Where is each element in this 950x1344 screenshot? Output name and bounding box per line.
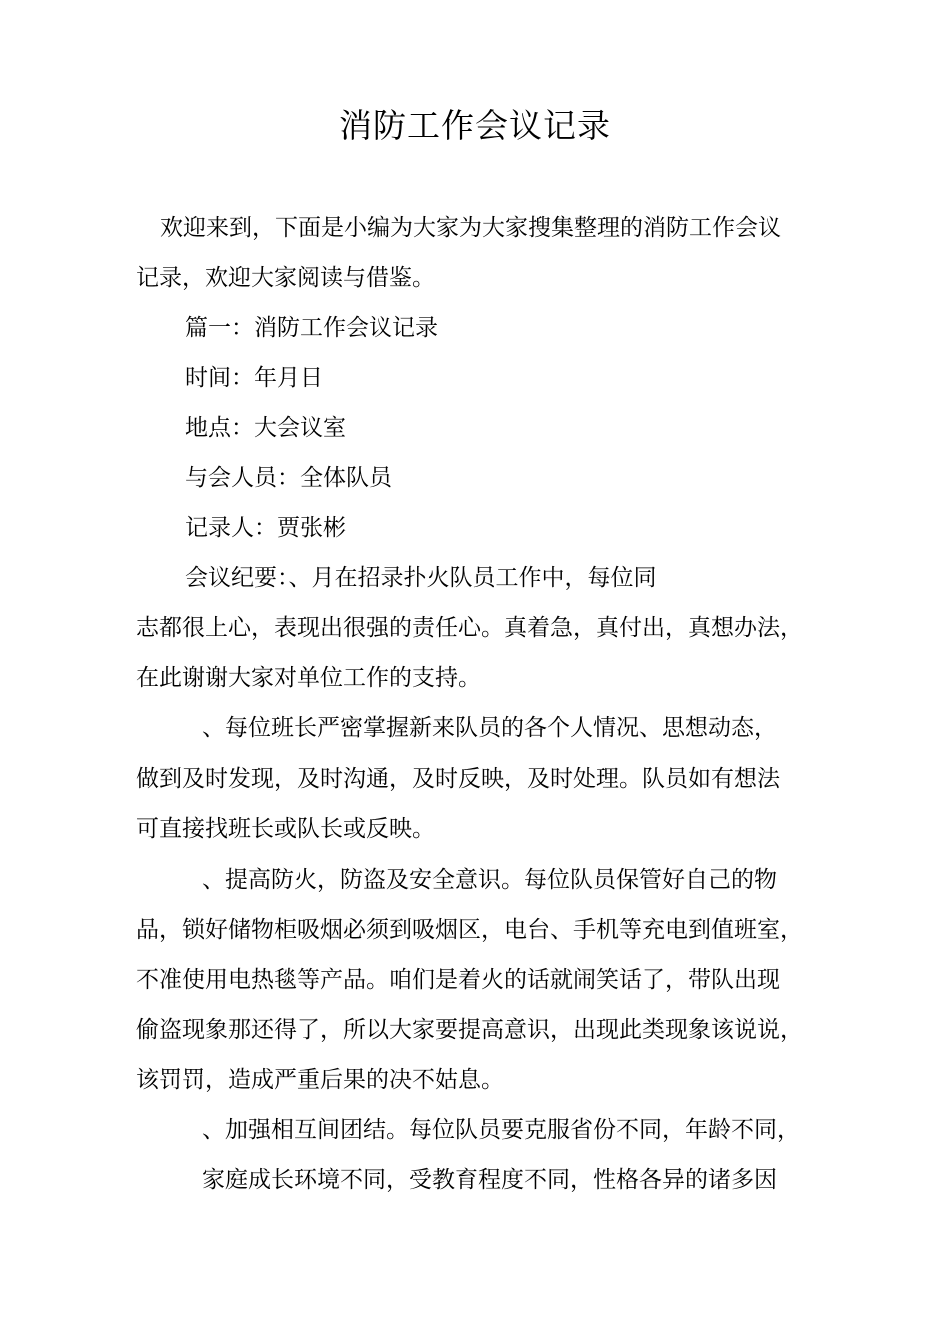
paragraph-line: 家庭成长环境不同，受教育程度不同，性格各异的诸多因: [202, 1167, 777, 1193]
page-title: 消防工作会议记录: [339, 106, 611, 145]
paragraph-line: 偷盗现象那还得了，所以大家要提高意识，出现此类现象该说说，: [136, 1017, 803, 1043]
paragraph-line: 品，锁好储物柜吸烟必须到吸烟区，电台、手机等充电到值班室，: [136, 917, 803, 943]
meeting-attendees: 与会人员：全体队员: [185, 465, 392, 491]
paragraph-line: 该罚罚，造成严重后果的决不姑息。: [136, 1067, 504, 1093]
paragraph-line: 在此谢谢大家对单位工作的支持。: [136, 665, 481, 691]
paragraph-line: 做到及时发现，及时沟通，及时反映，及时处理。队员如有想法: [136, 766, 780, 792]
meeting-recorder: 记录人：贾张彬: [185, 515, 346, 541]
paragraph-line: 不准使用电热毯等产品。咱们是着火的话就闹笑话了，带队出现: [136, 967, 780, 993]
meeting-location: 地点：大会议室: [185, 415, 346, 441]
section-heading: 篇一：消防工作会议记录: [185, 315, 438, 341]
paragraph-line: 、提高防火，防盗及安全意识。每位队员保管好自己的物: [202, 867, 777, 893]
paragraph-line: 可直接找班长或队长或反映。: [136, 816, 435, 842]
paragraph-line: 、每位班长严密掌握新来队员的各个人情况、思想动态，: [202, 715, 777, 741]
paragraph-line: 记录，欢迎大家阅读与借鉴。: [136, 265, 435, 291]
paragraph-line: 欢迎来到，下面是小编为大家为大家搜集整理的消防工作会议: [160, 215, 781, 241]
meeting-time: 时间：年月日: [185, 365, 323, 391]
paragraph-line: 志都很上心，表现出很强的责任心。真着急，真付出，真想办法，: [136, 615, 803, 641]
paragraph-line: 、加强相互间团结。每位队员要克服省份不同，年龄不同，: [202, 1117, 800, 1143]
paragraph-line: 会议纪要：、月在招录扑火队员工作中，每位同: [185, 565, 657, 591]
